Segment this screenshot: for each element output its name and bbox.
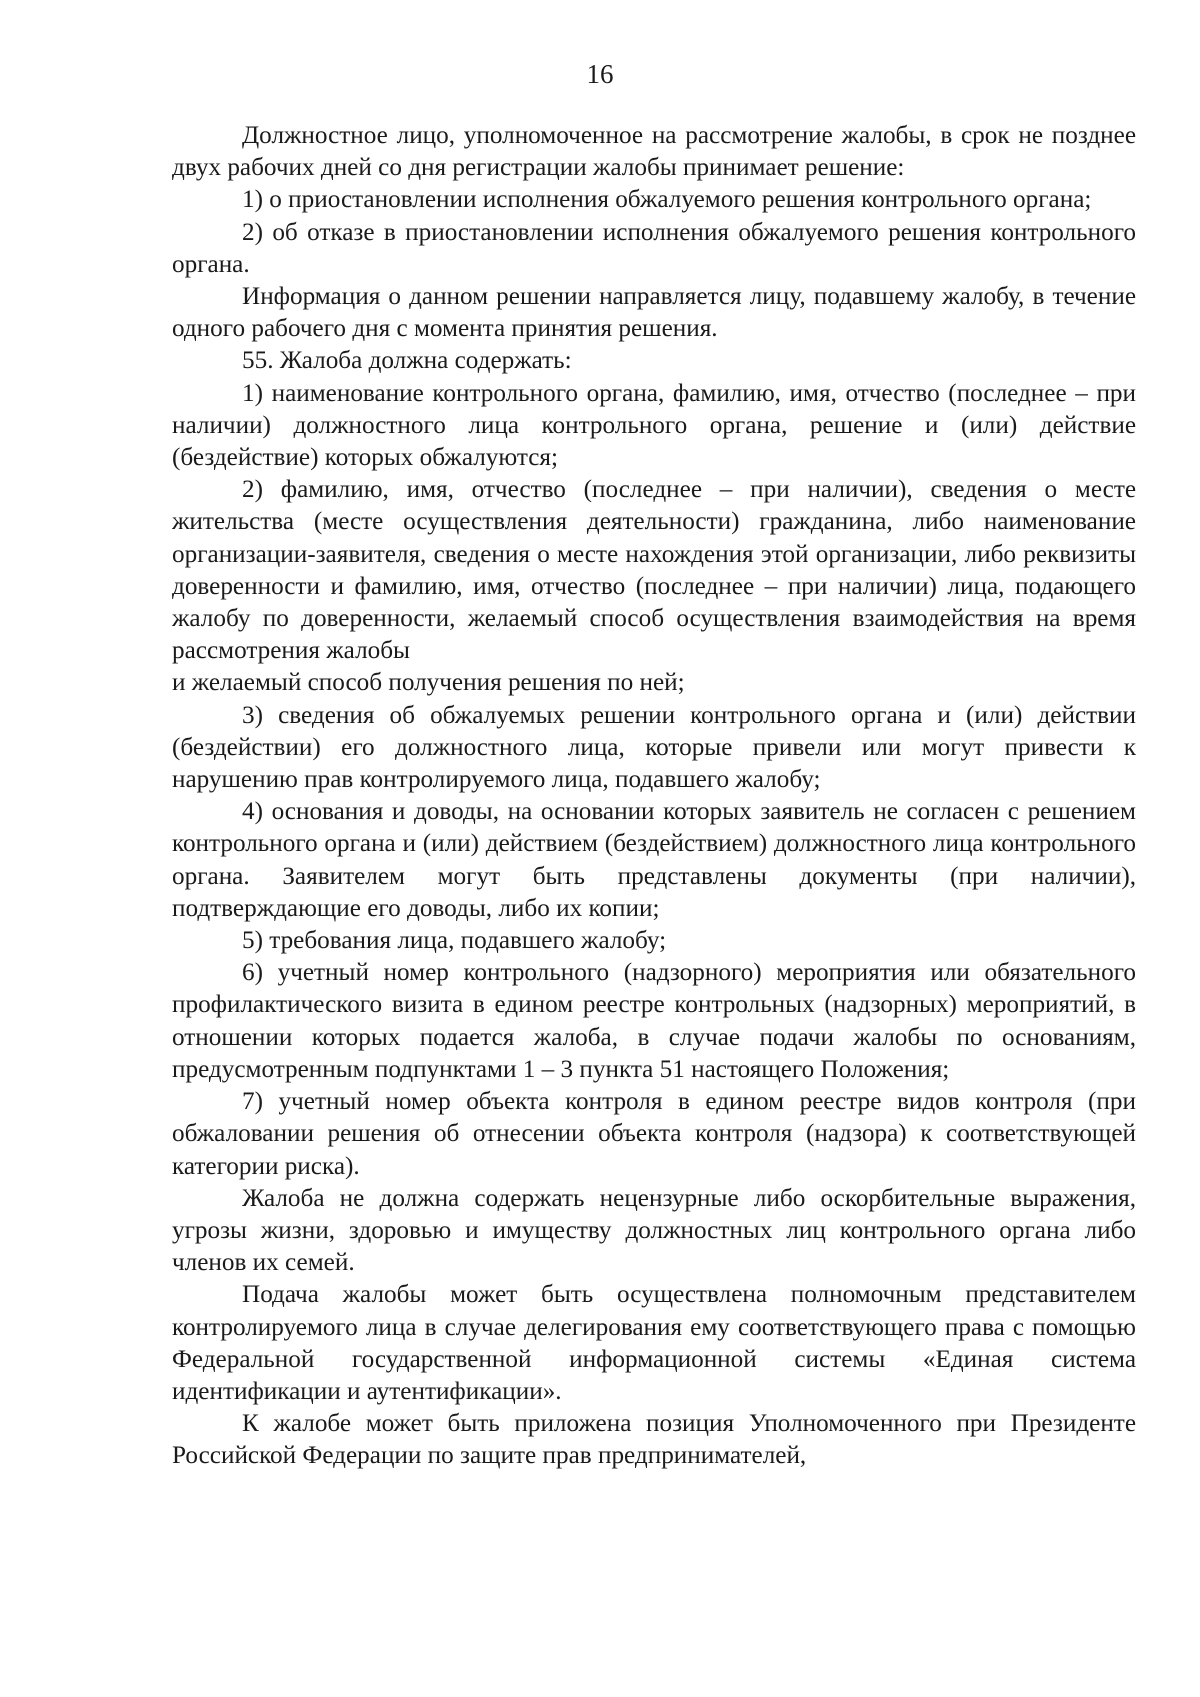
paragraph-55-item-7: 7) учетный номер объекта контроля в едином реестре видов контроля (при обжаловании решения об отнесении объекта контроля (надзора) к соответствующей категории риска). — [172, 1088, 1136, 1180]
paragraph-55-item-6: 6) учетный номер контрольного (надзорного) мероприятия или обязательного профилактического визита в едином реестре контрольных (надзорных) мероприятий, в отношении которых подается жалоба, в случае подачи жалобы по основаниям, предусмотренным подпунктами 1 – 3 пункта 51 настоящего Положения; — [172, 959, 1136, 1083]
paragraph-55-item-1: 1) наименование контрольного органа, фамилию, имя, отчество (последнее – при наличии) должностного лица контрольного органа, решение и (или) действие (бездействие) которых обжалуются; — [172, 379, 1136, 472]
page-number: 16 — [586, 59, 614, 89]
paragraph-item-1-suspension: 1) о приостановлении исполнения обжалуемого решения контрольного органа; — [242, 186, 1092, 214]
paragraph-decision-info: Информация о данном решении направляется лицу, подавшему жалобу, в течение одного рабочего дня с момента принятия решения. — [172, 283, 1136, 343]
paragraph-intro: Должностное лицо, уполномоченное на рассмотрение жалобы, в срок не позднее двух рабочих дней со дня регистрации жалобы принимает решение: — [172, 122, 1136, 182]
paragraph-section-55: 55. Жалоба должна содержать: — [242, 347, 572, 375]
paragraph-55-item-3: 3) сведения об обжалуемых решении контрольного органа и (или) действии (бездействии) его должностного лица, которые привели или могут привести к нарушению прав контролируемого лица, подавшего жалобу; — [172, 701, 1136, 794]
document-body — [172, 120, 1136, 1473]
paragraph-55-item-4: 4) основания и доводы, на основании которых заявитель не согласен с решением контрольного органа и (или) действием (бездействием) должностного лица контрольного органа. Заявителем могут быть представлены документы (при наличии), подтверждающие его доводы, либо их копии; — [172, 798, 1136, 922]
paragraph-item-2-refusal: 2) об отказе в приостановлении исполнения обжалуемого решения контрольного органа. — [172, 218, 1136, 278]
paragraph-ombudsman: К жалобе может быть приложена позиция Уполномоченного при Президенте Российской Федерации по защите прав предпринимателей, — [172, 1410, 1136, 1470]
paragraph-55-item-5: 5) требования лица, подавшего жалобу; — [242, 927, 667, 955]
paragraph-55-item-2-continued: и желаемый способ получения решения по ней; — [172, 669, 685, 697]
paragraph-55-item-2: 2) фамилию, имя, отчество (последнее – при наличии), сведения о месте жительства (месте осуществления деятельности) гражданина, либо наименование организации-заявителя, сведения о месте нахождения этой организации, либо реквизиты доверенности и фамилию, имя, отчество (последнее – при наличии) лица, подающего жалобу по доверенности, желаемый способ осуществления взаимодействия на время рассмотрения жалобы — [172, 476, 1136, 665]
paragraph-no-obscene: Жалоба не должна содержать нецензурные либо оскорбительные выражения, угрозы жизни, здоровью и имуществу должностных лиц контрольного органа либо членов их семей. — [172, 1184, 1136, 1277]
paragraph-representative: Подача жалобы может быть осуществлена полномочным представителем контролируемого лица в случае делегирования ему соответствующего права с помощью Федеральной государственной информационной системы «Единая система идентификации и аутентификации». — [172, 1281, 1136, 1405]
